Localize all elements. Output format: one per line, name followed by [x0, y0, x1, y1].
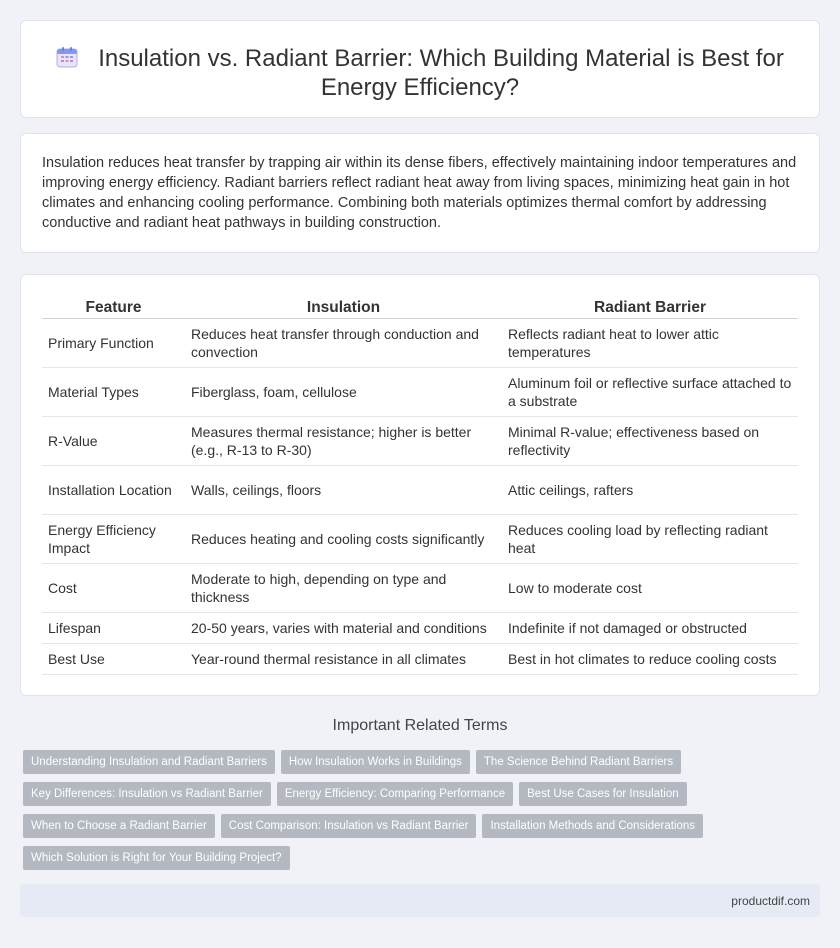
intro-card — [20, 133, 820, 253]
insulation-cell: Year-round thermal resistance in all climates — [185, 644, 502, 675]
related-tag[interactable]: Energy Efficiency: Comparing Performance — [277, 782, 513, 806]
feature-cell: Best Use — [42, 644, 185, 675]
tag-row — [23, 814, 813, 846]
feature-cell: Primary Function — [42, 319, 185, 368]
radiant-barrier-cell: Aluminum foil or reflective surface attached to a substrate — [502, 368, 798, 417]
table-row — [42, 515, 798, 564]
table-row — [42, 613, 798, 644]
header-radiant-barrier: Radiant Barrier — [502, 293, 798, 319]
insulation-cell: Reduces heat transfer through conduction and convection — [185, 319, 502, 368]
insulation-cell: Moderate to high, depending on type and thickness — [185, 564, 502, 613]
comparison-card — [20, 274, 820, 696]
radiant-barrier-cell: Reflects radiant heat to lower attic temperatures — [502, 319, 798, 368]
insulation-cell: Walls, ceilings, floors — [185, 466, 502, 515]
header-insulation: Insulation — [185, 293, 502, 319]
radiant-barrier-cell: Minimal R-value; effectiveness based on reflectivity — [502, 417, 798, 466]
related-tag[interactable]: Key Differences: Insulation vs Radiant Barrier — [23, 782, 271, 806]
tag-row — [23, 750, 813, 782]
insulation-cell: Reduces heating and cooling costs significantly — [185, 515, 502, 564]
radiant-barrier-cell: Indefinite if not damaged or obstructed — [502, 613, 798, 644]
table-row — [42, 417, 798, 466]
radiant-barrier-cell: Best in hot climates to reduce cooling costs — [502, 644, 798, 675]
tag-row — [23, 846, 813, 878]
table-row — [42, 564, 798, 613]
header-feature: Feature — [42, 293, 185, 319]
feature-cell: R-Value — [42, 417, 185, 466]
related-tag[interactable]: Best Use Cases for Insulation — [519, 782, 687, 806]
radiant-barrier-cell: Attic ceilings, rafters — [502, 466, 798, 515]
feature-cell: Cost — [42, 564, 185, 613]
title-card — [20, 20, 820, 118]
radiant-barrier-cell: Low to moderate cost — [502, 564, 798, 613]
title-wrap — [51, 44, 789, 102]
calendar-icon — [56, 46, 78, 68]
table-row — [42, 644, 798, 675]
tag-row — [23, 782, 813, 814]
feature-cell: Material Types — [42, 368, 185, 417]
related-tag[interactable]: The Science Behind Radiant Barriers — [476, 750, 681, 774]
radiant-barrier-cell: Reduces cooling load by reflecting radiant heat — [502, 515, 798, 564]
table-row — [42, 466, 798, 515]
feature-cell: Energy Efficiency Impact — [42, 515, 185, 564]
insulation-cell: Fiberglass, foam, cellulose — [185, 368, 502, 417]
table-header-row — [42, 293, 798, 319]
feature-cell: Lifespan — [42, 613, 185, 644]
related-tag[interactable]: Cost Comparison: Insulation vs Radiant Barrier — [221, 814, 477, 838]
table-row — [42, 319, 798, 368]
related-tag[interactable]: Which Solution is Right for Your Building Project? — [23, 846, 290, 870]
page-title: Insulation vs. Radiant Barrier: Which Building Material is Best for Energy Efficiency? — [98, 45, 784, 101]
related-tag[interactable]: When to Choose a Radiant Barrier — [23, 814, 215, 838]
related-terms-list — [23, 750, 813, 878]
related-tag[interactable]: Understanding Insulation and Radiant Barriers — [23, 750, 275, 774]
related-tag[interactable]: How Insulation Works in Buildings — [281, 750, 470, 774]
related-tag[interactable]: Installation Methods and Considerations — [482, 814, 703, 838]
table-row — [42, 368, 798, 417]
footer-site-link[interactable]: productdif.com — [731, 894, 810, 908]
insulation-cell: 20-50 years, varies with material and conditions — [185, 613, 502, 644]
footer — [20, 884, 820, 917]
insulation-cell: Measures thermal resistance; higher is better (e.g., R-13 to R-30) — [185, 417, 502, 466]
comparison-table — [42, 293, 798, 675]
intro-text: Insulation reduces heat transfer by trapping air within its dense fibers, effectively maintaining indoor temperatures and improving energy efficiency. Radiant barriers reflect radiant heat away from living spaces, minimizing heat gain in hot climates and enhancing cooling performance. Combining both materials optimizes thermal comfort by addressing conductive and radiant heat pathways in building construction. — [42, 155, 797, 231]
related-terms-heading: Important Related Terms — [332, 717, 508, 734]
feature-cell: Installation Location — [42, 466, 185, 515]
